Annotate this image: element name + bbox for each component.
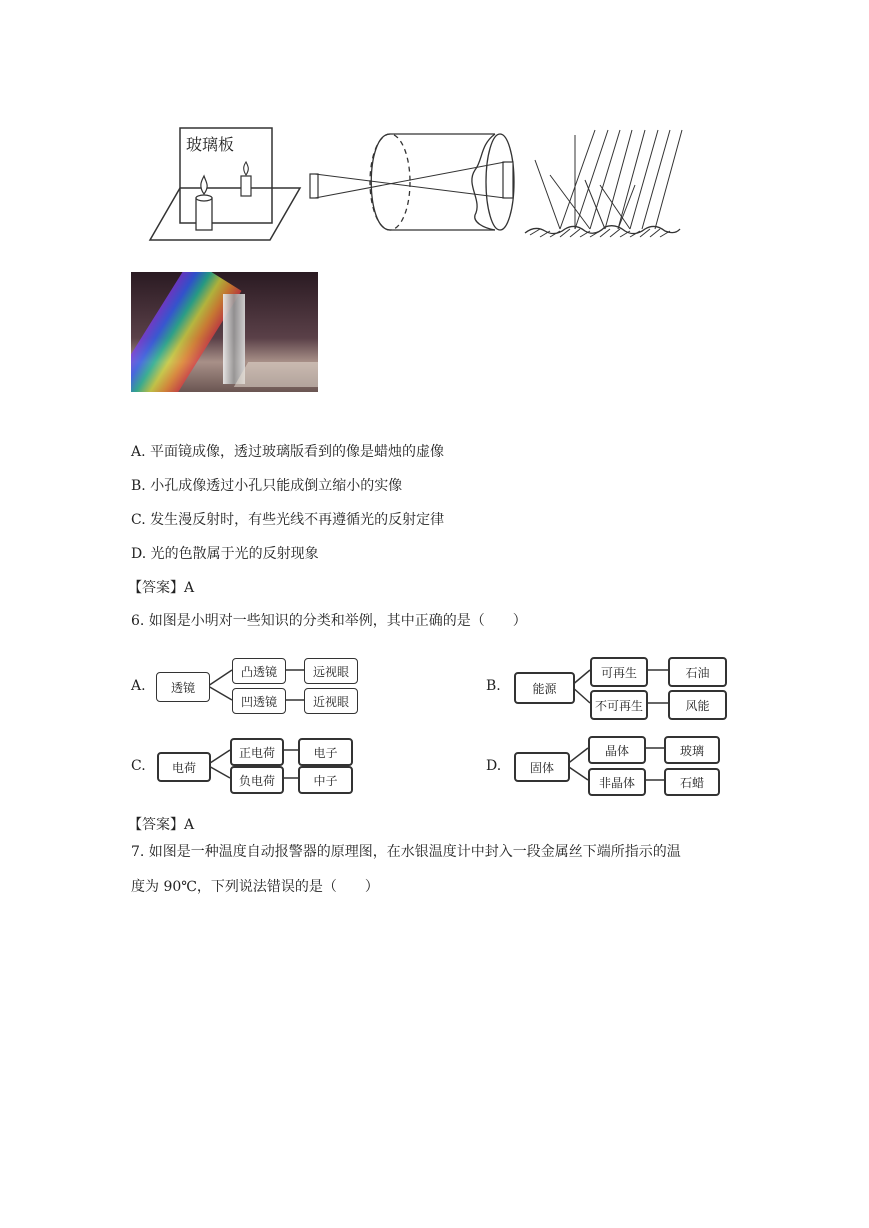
q6-b-leaf-1: 石油 — [668, 657, 727, 687]
q6-d-letter: D. — [486, 758, 502, 774]
q5-option-d: D. 光的色散属于光的反射现象 — [131, 546, 319, 562]
q6-b-root: 能源 — [514, 672, 575, 704]
q7-stem-line2: 度为 90℃，下列说法错误的是（ ） — [131, 879, 379, 895]
q6-c-leaf-2: 中子 — [298, 766, 353, 794]
q6-b-mid-1: 可再生 — [590, 657, 648, 687]
q6-a-leaf-1: 远视眼 — [304, 658, 358, 684]
q6-d-leaf-2: 石蜡 — [664, 768, 720, 796]
q6-d-leaf-1: 玻璃 — [664, 736, 720, 764]
q6-d-mid-1: 晶体 — [588, 736, 646, 764]
q5-answer: 【答案】A — [128, 580, 195, 596]
q6-c-root: 电荷 — [157, 752, 211, 782]
q6-stem: 6. 如图是小明对一些知识的分类和举例，其中正确的是（ ） — [131, 613, 527, 629]
q6-a-mid-1: 凸透镜 — [232, 658, 286, 684]
q6-b-leaf-2: 风能 — [668, 690, 727, 720]
q6-b-mid-2: 不可再生 — [590, 690, 648, 720]
q5-option-a: A. 平面镜成像，透过玻璃版看到的像是蜡烛的虚像 — [131, 444, 445, 460]
q6-b-letter: B. — [486, 678, 501, 694]
glass-plate-label: 玻璃板 — [186, 135, 235, 154]
q6-a-leaf-2: 近视眼 — [304, 688, 358, 714]
q6-c-mid-2: 负电荷 — [230, 766, 284, 794]
q5-option-b: B. 小孔成像透过小孔只能成倒立缩小的实像 — [131, 478, 403, 494]
q6-answer: 【答案】A — [128, 817, 195, 833]
q5-option-c: C. 发生漫反射时，有些光线不再遵循光的反射定律 — [131, 512, 445, 528]
q6-c-mid-1: 正电荷 — [230, 738, 284, 766]
q6-c-letter: C. — [131, 758, 146, 774]
q6-a-mid-2: 凹透镜 — [232, 688, 286, 714]
q7-stem-line1: 7. 如图是一种温度自动报警器的原理图，在水银温度计中封入一段金属丝下端所指示的温 — [131, 844, 681, 860]
q6-a-letter: A. — [131, 678, 146, 694]
q6-d-mid-2: 非晶体 — [588, 768, 646, 796]
q6-a-root: 透镜 — [156, 672, 210, 702]
q6-d-root: 固体 — [514, 752, 570, 782]
q6-c-leaf-1: 电子 — [298, 738, 353, 766]
